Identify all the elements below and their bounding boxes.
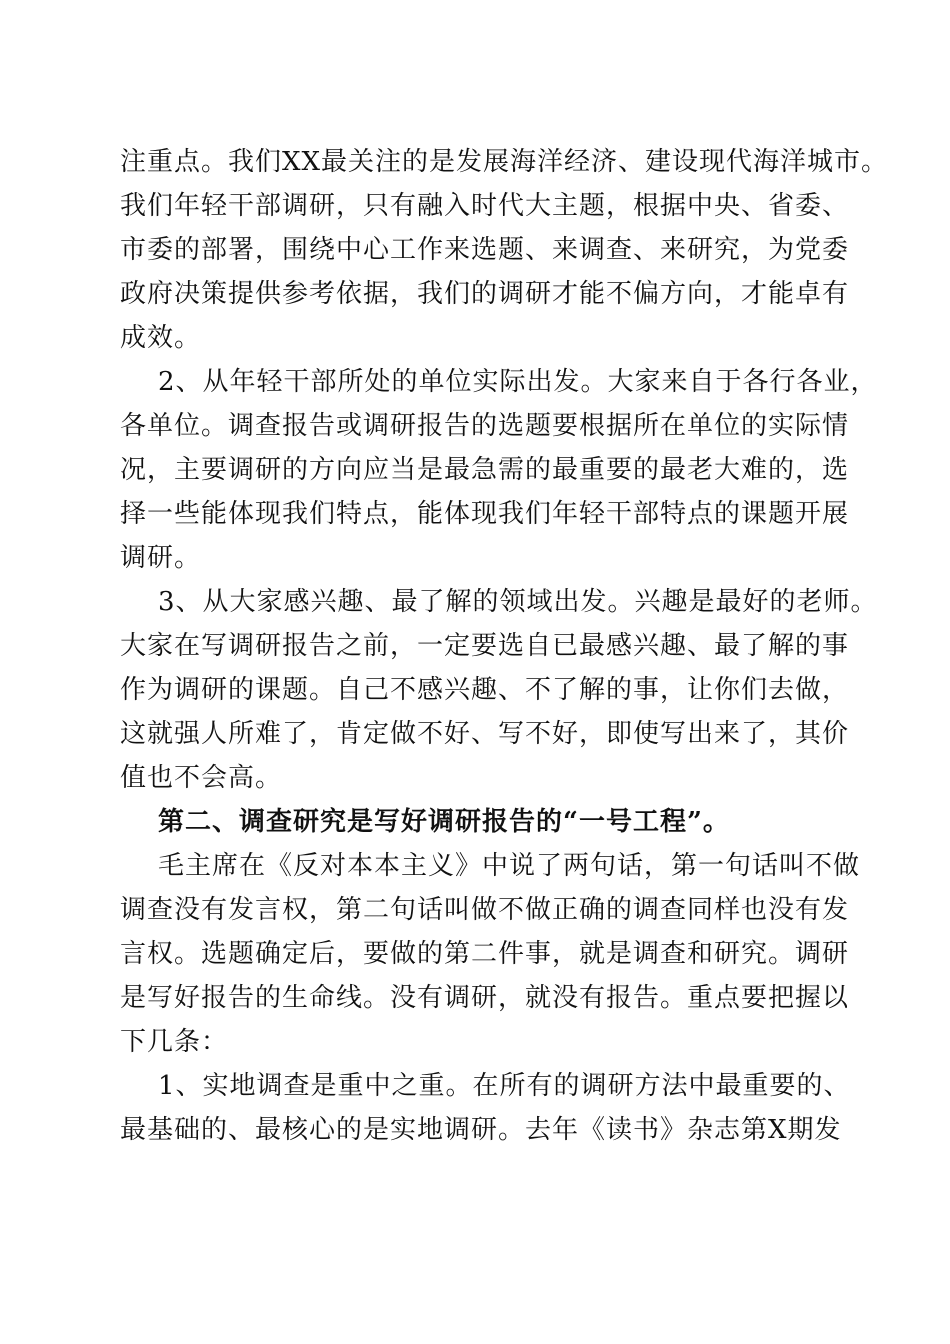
text-line: 值也不会高。 — [120, 763, 283, 793]
text-line: 各单位。调查报告或调研报告的选题要根据所在单位的实际情 — [120, 411, 850, 441]
text-line: 最基础的、最核心的是实地调研。去年《读书》杂志第X期发 — [120, 1115, 842, 1145]
text-line: 作为调研的课题。自己不感兴趣、不了解的事，让你们去做， — [120, 675, 850, 705]
paragraph-start-line: 2、从年轻干部所处的单位实际出发。大家来自于各行各业， — [158, 367, 878, 397]
text-line: 是写好报告的生命线。没有调研，就没有报告。重点要把握以 — [120, 983, 850, 1013]
text-line: 大家在写调研报告之前，一定要选自已最感兴趣、最了解的事 — [120, 631, 850, 661]
paragraph-start-line: 1、实地调查是重中之重。在所有的调研方法中最重要的、 — [158, 1071, 851, 1101]
paragraph-start-line: 3、从大家感兴趣、最了解的领域出发。兴趣是最好的老师。 — [158, 587, 878, 617]
text-line: 我们年轻干部调研，只有融入时代大主题，根据中央、省委、 — [120, 191, 850, 221]
paragraph-start-line: 毛主席在《反对本本主义》中说了两句话，第一句话叫不做 — [158, 851, 861, 881]
text-line: 注重点。我们XX最关注的是发展海洋经济、建设现代海洋城市。 — [120, 147, 889, 177]
text-line: 况，主要调研的方向应当是最急需的最重要的最老大难的，选 — [120, 455, 850, 485]
text-line: 政府决策提供参考依据，我们的调研才能不偏方向，才能卓有 — [120, 279, 850, 309]
text-line: 调研。 — [120, 543, 202, 573]
text-line: 下几条： — [120, 1027, 229, 1057]
document-body — [120, 140, 889, 1152]
text-line: 这就强人所难了，肯定做不好、写不好，即使写出来了，其价 — [120, 719, 850, 749]
text-line: 调查没有发言权，第二句话叫做不做正确的调查同样也没有发 — [120, 895, 850, 925]
text-line: 市委的部署，围绕中心工作来选题、来调查、来研究，为党委 — [120, 235, 850, 265]
text-line: 言权。选题确定后，要做的第二件事，就是调查和研究。调研 — [120, 939, 850, 969]
text-line: 择一些能体现我们特点，能体现我们年轻干部特点的课题开展 — [120, 499, 850, 529]
text-line: 成效。 — [120, 323, 202, 353]
section-heading: 第二、调查研究是写好调研报告的“一号工程”。 — [158, 807, 730, 837]
